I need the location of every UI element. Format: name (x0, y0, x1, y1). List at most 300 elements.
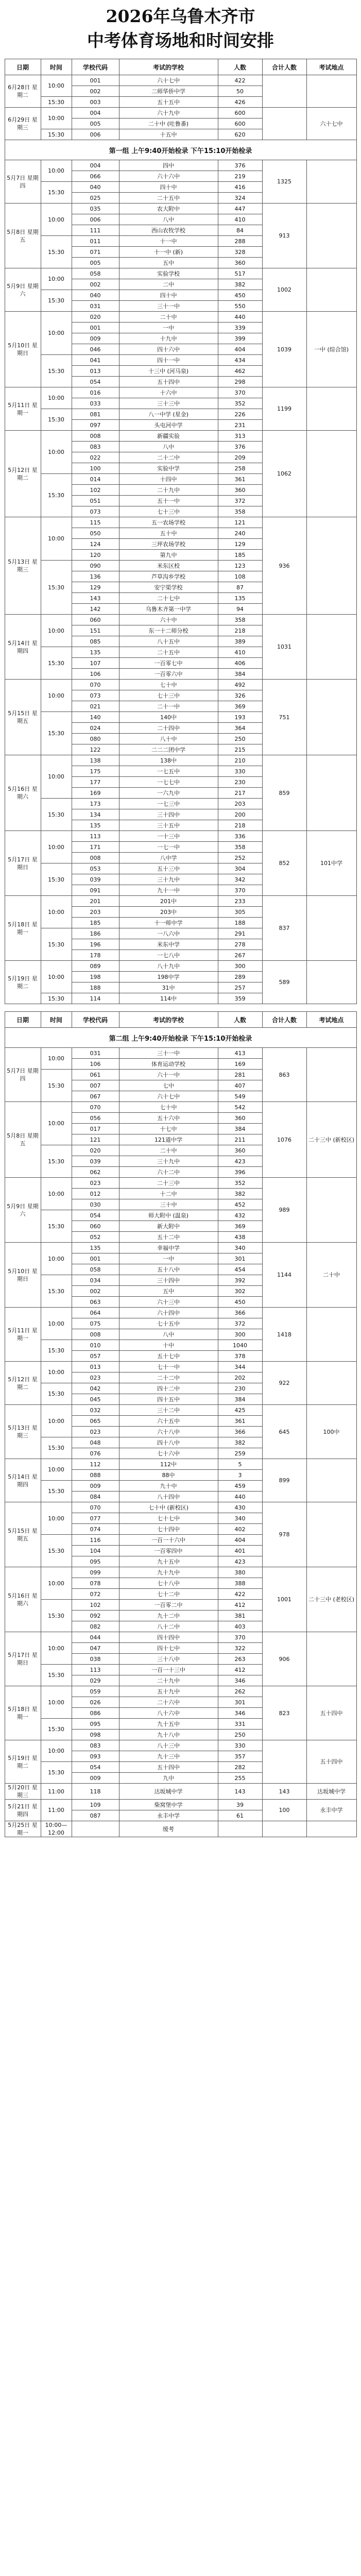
school-name-cell: 十七中 (119, 1124, 218, 1134)
time-cell: 10:00 (41, 1502, 72, 1535)
count-cell: 39 (218, 1800, 262, 1810)
total-cell: 922 (262, 1362, 306, 1405)
venue-cell: 二十中 (306, 1243, 356, 1308)
time-cell: 10:00 (41, 680, 72, 712)
school-code-cell: 171 (72, 842, 119, 853)
table-row (5, 1800, 356, 1810)
date-cell: 5月16日 星期六 (5, 1567, 41, 1632)
time-cell: 15:30 (41, 928, 72, 961)
table-row (5, 1308, 356, 1318)
school-name-cell: 六十八中 (119, 1427, 218, 1437)
count-cell: 313 (218, 431, 262, 442)
school-code-cell: 065 (72, 1416, 119, 1427)
count-cell: 406 (218, 658, 262, 669)
school-name-cell: 安宁渠学校 (119, 582, 218, 593)
count-cell: 452 (218, 1199, 262, 1210)
time-cell: 10:00 (41, 1686, 72, 1719)
count-cell: 447 (218, 204, 262, 214)
school-code-cell: 082 (72, 1621, 119, 1632)
school-code-cell: 122 (72, 744, 119, 755)
table-row (5, 1102, 356, 1113)
school-code-cell: 095 (72, 1556, 119, 1567)
count-cell: 263 (218, 1654, 262, 1665)
time-cell: 10:00 (41, 615, 72, 647)
school-code-cell (72, 1821, 119, 1837)
count-cell: 288 (218, 236, 262, 247)
school-name-cell: 三十四中 (119, 1275, 218, 1286)
count-cell: 231 (218, 420, 262, 431)
time-cell: 15:30 (41, 863, 72, 896)
date-cell: 5月12日 星期二 (5, 1362, 41, 1405)
count-cell: 402 (218, 1524, 262, 1535)
time-cell: 15:30 (41, 1719, 72, 1740)
school-name-cell: 二师华侨中学 (119, 86, 218, 97)
table-row (5, 312, 356, 323)
date-cell: 5月11日 星期一 (5, 1308, 41, 1362)
school-code-cell: 113 (72, 1665, 119, 1675)
school-code-cell: 081 (72, 409, 119, 420)
count-cell: 255 (218, 1773, 262, 1784)
table-header-group2 (5, 1012, 356, 1028)
count-cell: 358 (218, 506, 262, 517)
time-cell: 10:00 (41, 755, 72, 799)
count-cell: 258 (218, 463, 262, 474)
count-cell: 360 (218, 1113, 262, 1124)
count-cell: 218 (218, 625, 262, 636)
count-cell: 328 (218, 247, 262, 258)
count-cell: 339 (218, 323, 262, 333)
count-cell: 369 (218, 1221, 262, 1232)
date-cell: 5月16日 星期六 (5, 755, 41, 831)
school-name-cell: 一百零七中 (119, 658, 218, 669)
time-cell: 10:00 (41, 1178, 72, 1210)
venue-cell (306, 755, 356, 831)
column-header: 考试的学校 (119, 1012, 218, 1028)
school-code-cell: 083 (72, 1740, 119, 1751)
header-row (5, 1012, 356, 1028)
venue-cell (306, 680, 356, 755)
school-code-cell: 083 (72, 442, 119, 452)
column-header: 学校代码 (72, 1012, 119, 1028)
venue-cell: 五十四中 (306, 1686, 356, 1740)
school-name-cell: 一七一中 (119, 842, 218, 853)
count-cell: 404 (218, 344, 262, 355)
date-cell: 5月13日 星期三 (5, 517, 41, 615)
count-cell: 346 (218, 1675, 262, 1686)
date-cell: 5月10日 星期日 (5, 1243, 41, 1308)
total-cell: 906 (262, 1632, 306, 1686)
count-cell: 217 (218, 788, 262, 799)
count-cell: 331 (218, 1719, 262, 1730)
count-cell: 412 (218, 1665, 262, 1675)
count-cell: 382 (218, 1437, 262, 1448)
count-cell: 413 (218, 1048, 262, 1059)
count-cell: 372 (218, 1318, 262, 1329)
school-code-cell: 054 (72, 1762, 119, 1773)
count-cell: 423 (218, 1556, 262, 1567)
school-code-cell: 060 (72, 615, 119, 625)
school-code-cell: 113 (72, 831, 119, 842)
school-code-cell: 142 (72, 604, 119, 615)
count-cell: 342 (218, 874, 262, 885)
school-name-cell: 二十二中 (119, 452, 218, 463)
school-name-cell: 一中 (119, 323, 218, 333)
time-cell: 10:00 (41, 831, 72, 863)
total-cell: 1199 (262, 387, 306, 431)
total-cell: 1002 (262, 268, 306, 312)
school-name-cell: 十三中 (河马泉) (119, 366, 218, 377)
time-cell: 15:30 (41, 712, 72, 755)
count-cell: 382 (218, 1189, 262, 1199)
school-name-cell: 二十九中 (119, 1675, 218, 1686)
count-cell: 252 (218, 853, 262, 863)
school-code-cell: 054 (72, 1210, 119, 1221)
school-name-cell: 六十七中 (119, 75, 218, 86)
venue-cell: 101中学 (306, 831, 356, 896)
count-cell: 438 (218, 1232, 262, 1243)
column-header: 时间 (41, 1012, 72, 1028)
schedule-table-group2 (5, 1011, 357, 1837)
school-code-cell: 051 (72, 496, 119, 506)
venue-cell (306, 1502, 356, 1567)
school-code-cell: 203 (72, 907, 119, 918)
school-code-cell: 186 (72, 928, 119, 939)
school-name-cell: 三十一中 (119, 1048, 218, 1059)
time-cell: 15:30 (41, 1481, 72, 1502)
school-name-cell: 十五中 (119, 129, 218, 140)
school-name-cell: 五一农场学校 (119, 517, 218, 528)
school-name-cell: 三十中 (119, 1199, 218, 1210)
table-row (5, 1632, 356, 1643)
school-name-cell: 二中 (119, 279, 218, 290)
school-code-cell: 135 (72, 820, 119, 831)
count-cell: 135 (218, 593, 262, 604)
school-name-cell: 乌鲁木齐第一中学 (119, 604, 218, 615)
count-cell: 440 (218, 1492, 262, 1502)
school-name-cell: 八十九中 (119, 961, 218, 972)
count-cell: 322 (218, 1643, 262, 1654)
count-cell: 549 (218, 1091, 262, 1102)
venue-cell (306, 961, 356, 1004)
time-cell: 15:30 (41, 1210, 72, 1243)
count-cell: 450 (218, 1297, 262, 1308)
count-cell: 185 (218, 550, 262, 561)
date-cell: 5月14日 星期四 (5, 1459, 41, 1502)
venue-cell (306, 517, 356, 615)
school-name-cell: 一百零四中 (119, 1546, 218, 1556)
school-code-cell: 023 (72, 1372, 119, 1383)
school-name-cell: 七十七中 (119, 1513, 218, 1524)
venue-cell (306, 896, 356, 961)
time-cell: 11:00 (41, 1784, 72, 1800)
time-cell: 15:30 (41, 97, 72, 108)
school-name-cell: 五十六中 (119, 1113, 218, 1124)
school-code-cell: 143 (72, 593, 119, 604)
count-cell: 422 (218, 75, 262, 86)
school-name-cell: 一百一十六中 (119, 1535, 218, 1546)
count-cell: 388 (218, 1578, 262, 1589)
table-row (5, 268, 356, 279)
school-name-cell: 八十四中 (119, 1492, 218, 1502)
school-name-cell: 六十四中 (119, 1308, 218, 1318)
count-cell: 600 (218, 108, 262, 118)
school-code-cell: 040 (72, 290, 119, 301)
school-code-cell: 017 (72, 1124, 119, 1134)
time-cell: 10:00 (41, 387, 72, 409)
school-name-cell: 五中 (119, 1286, 218, 1297)
school-code-cell: 048 (72, 1437, 119, 1448)
time-cell: 15:30 (41, 647, 72, 680)
school-code-cell: 058 (72, 268, 119, 279)
school-code-cell: 059 (72, 1686, 119, 1697)
table-row (5, 831, 356, 842)
school-name-cell: 二十三中 (119, 1178, 218, 1189)
date-cell: 5月10日 星期日 (5, 312, 41, 387)
school-name-cell: 西山农牧学校 (119, 225, 218, 236)
school-code-cell: 072 (72, 1589, 119, 1600)
total-cell: 645 (262, 1405, 306, 1459)
time-cell: 15:30 (41, 1437, 72, 1459)
schedule-table (5, 59, 357, 1004)
school-code-cell: 071 (72, 247, 119, 258)
school-code-cell: 073 (72, 690, 119, 701)
page-subtitle: 中考体育场地和时间安排 (87, 30, 274, 50)
school-code-cell: 188 (72, 982, 119, 993)
school-name-cell: 一百一十三中 (119, 1665, 218, 1675)
school-code-cell: 112 (72, 1459, 119, 1470)
count-cell: 361 (218, 474, 262, 485)
count-cell: 344 (218, 1362, 262, 1372)
count-cell: 278 (218, 939, 262, 950)
school-name-cell: 七十二中 (119, 1589, 218, 1600)
school-name-cell: 五十九中 (119, 1686, 218, 1697)
school-code-cell: 001 (72, 323, 119, 333)
school-code-cell: 006 (72, 129, 119, 140)
school-name-cell: 四十五中 (119, 1394, 218, 1405)
venue-cell (306, 1308, 356, 1362)
school-name-cell: 三十一中 (119, 301, 218, 312)
total-cell (262, 1740, 306, 1784)
count-cell: 370 (218, 387, 262, 398)
school-code-cell: 008 (72, 1329, 119, 1340)
table-row (5, 1740, 356, 1751)
school-code-cell: 020 (72, 312, 119, 323)
school-code-cell: 009 (72, 1481, 119, 1492)
group-bar: 第一组 上午9:40开始检录 下午15:10开始检录 (5, 140, 356, 160)
count-cell: 300 (218, 1329, 262, 1340)
school-name-cell: 十四中 (119, 474, 218, 485)
date-cell: 5月19日 星期二 (5, 1740, 41, 1784)
total-cell: 143 (262, 1784, 306, 1800)
school-name-cell: 柴窝堡中学 (119, 1800, 218, 1810)
total-cell: 852 (262, 831, 306, 896)
count-cell: 357 (218, 1751, 262, 1762)
school-name-cell: 一七五中 (119, 766, 218, 777)
time-cell: 15:30 (41, 290, 72, 312)
count-cell: 416 (218, 182, 262, 193)
count-cell: 230 (218, 777, 262, 788)
count-cell: 404 (218, 1535, 262, 1546)
count-cell: 492 (218, 680, 262, 690)
school-name-cell: 八中学 (119, 853, 218, 863)
school-code-cell: 090 (72, 561, 119, 571)
total-cell: 1039 (262, 312, 306, 387)
school-code-cell: 013 (72, 1362, 119, 1372)
school-name-cell: 二十七中 (119, 593, 218, 604)
venue-cell (306, 387, 356, 431)
count-cell: 422 (218, 1589, 262, 1600)
date-cell: 5月17日 星期日 (5, 1632, 41, 1686)
count-cell: 301 (218, 1253, 262, 1264)
time-cell: 15:30 (41, 1070, 72, 1102)
total-cell: 859 (262, 755, 306, 831)
school-name-cell: 九十五中 (119, 1719, 218, 1730)
group-bar: 第二组 上午9:40开始检录 下午15:10开始检录 (5, 1028, 356, 1048)
date-cell: 5月15日 星期五 (5, 680, 41, 755)
school-name-cell: 六十一中 (119, 1070, 218, 1080)
school-name-cell: 五中 (119, 258, 218, 268)
school-name-cell: 四十四中 (119, 1632, 218, 1643)
date-cell: 5月13日 星期三 (5, 1405, 41, 1459)
count-cell: 129 (218, 539, 262, 550)
count-cell: 304 (218, 863, 262, 874)
school-name-cell: 二十一中 (119, 701, 218, 712)
school-code-cell: 061 (72, 1070, 119, 1080)
school-name-cell: 二十中 (119, 1145, 218, 1156)
count-cell: 410 (218, 214, 262, 225)
school-code-cell: 002 (72, 279, 119, 290)
table-row (5, 1784, 356, 1800)
school-code-cell: 100 (72, 463, 119, 474)
school-code-cell: 002 (72, 1286, 119, 1297)
count-cell: 193 (218, 712, 262, 723)
count-cell: 143 (218, 1784, 262, 1800)
count-cell: 401 (218, 1546, 262, 1556)
time-cell: 15:30 (41, 799, 72, 831)
count-cell: 389 (218, 636, 262, 647)
count-cell: 61 (218, 1810, 262, 1821)
count-cell: 336 (218, 831, 262, 842)
table-row (5, 1362, 356, 1372)
school-name-cell: 二十五中 (119, 647, 218, 658)
school-name-cell: 七十六中 (119, 1448, 218, 1459)
school-code-cell: 098 (72, 1730, 119, 1740)
school-name-cell: 六十中 (119, 615, 218, 625)
school-name-cell: 四十七中 (119, 1643, 218, 1654)
school-code-cell: 024 (72, 723, 119, 734)
count-cell: 259 (218, 1448, 262, 1459)
school-name-cell: 九十九中 (119, 1567, 218, 1578)
school-code-cell: 151 (72, 625, 119, 636)
school-code-cell: 020 (72, 1145, 119, 1156)
school-code-cell: 034 (72, 1275, 119, 1286)
school-code-cell: 052 (72, 1232, 119, 1243)
column-header: 日期 (5, 1012, 41, 1028)
school-code-cell: 070 (72, 680, 119, 690)
count-cell: 330 (218, 1740, 262, 1751)
date-cell: 5月8日 星期五 (5, 1102, 41, 1178)
school-name-cell: 六十五中 (119, 1416, 218, 1427)
time-cell: 10:00 (41, 517, 72, 561)
school-name-cell: 十一师中学 (119, 918, 218, 928)
school-code-cell: 038 (72, 1654, 119, 1665)
school-code-cell: 047 (72, 1643, 119, 1654)
school-name-cell: 五十五中 (119, 97, 218, 108)
column-header: 合计人数 (262, 1012, 306, 1028)
time-cell: 10:00 (41, 75, 72, 97)
table-row (5, 387, 356, 398)
total-cell: 589 (262, 961, 306, 1004)
school-code-cell: 050 (72, 528, 119, 539)
school-name-cell: 九十二中 (119, 1611, 218, 1621)
time-cell: 10:00—12:00 (41, 1821, 72, 1837)
school-code-cell: 005 (72, 118, 119, 129)
total-cell: 936 (262, 517, 306, 615)
school-code-cell: 198 (72, 972, 119, 982)
school-name-cell: 四十六中 (119, 344, 218, 355)
school-name-cell: 二二二团中学 (119, 744, 218, 755)
school-code-cell: 173 (72, 799, 119, 809)
count-cell: 94 (218, 604, 262, 615)
total-cell: 1062 (262, 431, 306, 517)
school-code-cell: 009 (72, 1773, 119, 1784)
school-code-cell: 121 (72, 1134, 119, 1145)
date-cell: 5月7日 星期四 (5, 160, 41, 204)
school-name-cell: 七中 (119, 1080, 218, 1091)
school-code-cell: 092 (72, 1611, 119, 1621)
school-name-cell: 八一中学 (星金) (119, 409, 218, 420)
school-code-cell: 124 (72, 539, 119, 550)
school-code-cell: 016 (72, 387, 119, 398)
total-cell: 863 (262, 1048, 306, 1102)
count-cell: 358 (218, 842, 262, 853)
time-cell: 10:00 (41, 312, 72, 355)
school-code-cell: 088 (72, 1470, 119, 1481)
school-name-cell: 三十二中 (119, 1405, 218, 1416)
school-code-cell: 058 (72, 1264, 119, 1275)
date-cell: 5月21日 星期四 (5, 1800, 41, 1821)
table-row (5, 961, 356, 972)
school-name-cell: 一十三中 (119, 831, 218, 842)
school-name-cell: 四十一中 (119, 355, 218, 366)
school-code-cell: 008 (72, 853, 119, 863)
school-name-cell: 三十五中 (119, 820, 218, 831)
time-cell: 15:30 (41, 236, 72, 268)
page-title: 2026年乌鲁木齐市 (106, 6, 255, 26)
school-code-cell: 003 (72, 97, 119, 108)
school-code-cell: 085 (72, 636, 119, 647)
school-name-cell: 112中 (119, 1459, 218, 1470)
school-name-cell: 三十八中 (119, 1654, 218, 1665)
time-cell: 15:30 (41, 355, 72, 387)
school-name-cell: 七十一中 (119, 1362, 218, 1372)
count-cell: 211 (218, 1134, 262, 1145)
count-cell: 392 (218, 1275, 262, 1286)
count-cell: 462 (218, 366, 262, 377)
time-cell: 10:00 (41, 1308, 72, 1340)
school-code-cell: 045 (72, 1394, 119, 1405)
count-cell: 301 (218, 1697, 262, 1708)
count-cell: 240 (218, 528, 262, 539)
count-cell: 396 (218, 1167, 262, 1178)
school-code-cell: 084 (72, 1492, 119, 1502)
school-code-cell: 138 (72, 755, 119, 766)
school-name-cell: 一百零二中 (119, 1600, 218, 1611)
column-header: 人数 (218, 59, 262, 75)
school-name-cell: 永丰中学 (119, 1810, 218, 1821)
school-code-cell: 097 (72, 420, 119, 431)
count-cell: 410 (218, 647, 262, 658)
